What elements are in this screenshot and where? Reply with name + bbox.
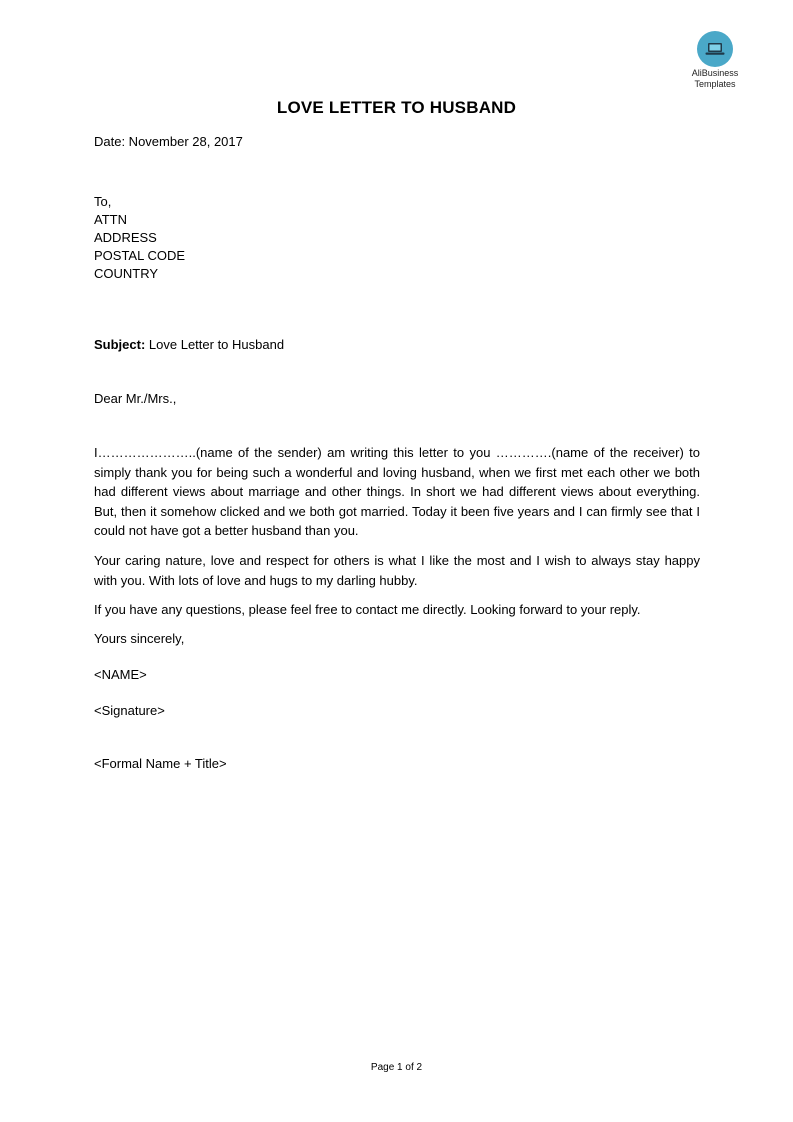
letter-date: Date: November 28, 2017	[94, 134, 243, 149]
subject-value: Love Letter to Husband	[145, 337, 285, 352]
formal-name-placeholder: <Formal Name + Title>	[94, 756, 227, 771]
address-attn: ATTN	[94, 212, 127, 227]
document-title: LOVE LETTER TO HUSBAND	[276, 98, 517, 117]
body-paragraph-2: Your caring nature, love and respect for others is what I like the most and I wish to always stay happy with you. With lots of love and hugs to my darling hubby.	[94, 553, 700, 588]
logo-text-line1: AliBusiness	[691, 68, 739, 78]
body-paragraph-3: If you have any questions, please feel free to contact me directly. Looking forward to your reply.	[94, 602, 641, 617]
page-number: Page 1 of 2	[370, 1062, 423, 1073]
signature-placeholder: <Signature>	[94, 703, 165, 718]
body-paragraph-1: I…………………..(name of the sender) am writing this letter to you ………….(name of the receiver) to simply thank you for being such a wonderful and loving husband, when we first met each other we both had different views about marriage and other things. In short we had different views about everything. But, then it somehow clicked and we both got married. Today it been five years and I can firmly see that I could not have got a better husband than you.	[94, 445, 700, 538]
address-country: COUNTRY	[94, 266, 159, 281]
address-to: To,	[94, 194, 112, 209]
address-line: ADDRESS	[94, 230, 157, 245]
laptop-icon	[704, 41, 726, 57]
closing: Yours sincerely,	[94, 631, 185, 646]
logo-text-line2: Templates	[694, 79, 736, 89]
subject-label: Subject:	[94, 337, 146, 352]
logo-circle	[697, 31, 733, 67]
recipient-address	[94, 193, 185, 283]
name-placeholder: <NAME>	[94, 667, 147, 682]
alibusiness-logo	[680, 31, 750, 89]
address-postal-code: POSTAL CODE	[94, 248, 186, 263]
subject-line	[94, 336, 284, 354]
salutation: Dear Mr./Mrs.,	[94, 391, 177, 406]
